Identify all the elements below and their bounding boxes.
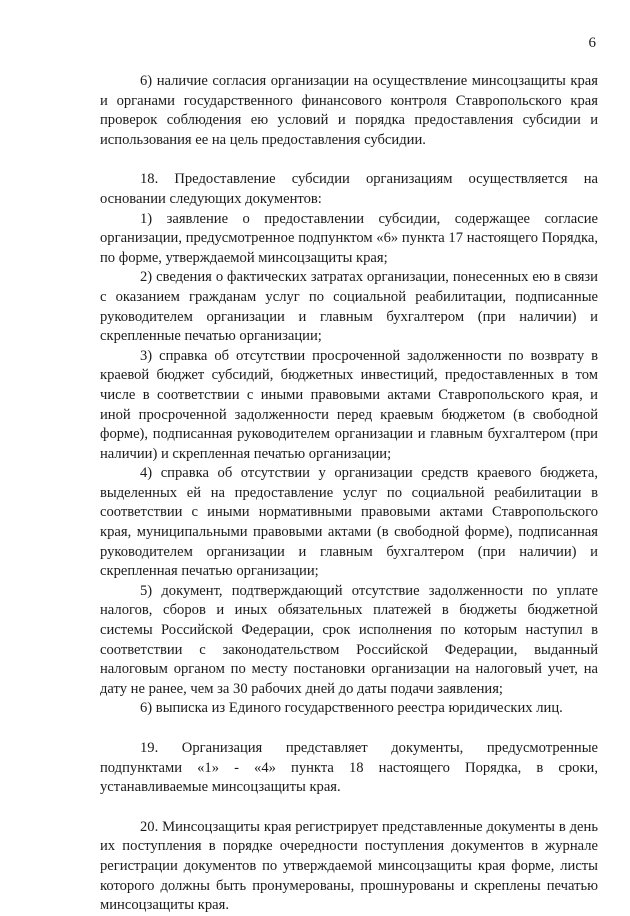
document-body [100,72,598,916]
paragraph-18-4: 4) справка об отсутствии у организации средств краевого бюджета, выделенных ей на предоставление услуг по социальной реабилитации в соответствии с иными нормативными правовыми актами Ставропольского края, муниципальными правовыми актами (в свободной форме), подписанная руководителем организации и главным бухгалтером (при наличии) и скрепленная печатью организации; [100,465,598,580]
paragraph-19: 19. Организация представляет документы, предусмотренные подпунктами «1» - «4» пункта 18 настоящего Порядка, в сроки, устанавливаемые минсоцзащиты края. [100,740,598,796]
paragraph-20: 20. Минсоцзащиты края регистрирует представленные документы в день их поступления в порядке очередности поступления документов в журнале регистрации документов по утверждаемой минсоцзащиты края форме, листы которого должны быть пронумерованы, прошнурованы и скреплены печатью минсоцзащиты края. [100,818,598,914]
page-number: 6 [588,35,596,51]
paragraph-18-3: 3) справка об отсутствии просроченной задолженности по возврату в краевой бюджет субсидий, бюджетных инвестиций, предоставленных в том числе в соответствии с иными правовыми актами Ставропольского края, и иной просроченной задолженности перед краевым бюджетом (в свободной форме), подписанная руководителем организации и главным бухгалтером (при наличии) и скрепленная печатью организации; [100,347,598,462]
paragraph-18-5: 5) документ, подтверждающий отсутствие задолженности по уплате налогов, сборов и иных обязательных платежей в бюджеты бюджетной системы Российской Федерации, срок исполнения по которым наступил в соответствии с законодательством Российской Федерации, выданный налоговым органом по месту постановки организации на налоговый учет, на дату не ранее, чем за 30 рабочих дней до даты подачи заявления; [100,582,598,697]
paragraph-17-6: 6) наличие согласия организации на осуществление минсоцзащиты края и органами государственного финансового контроля Ставропольского края проверок соблюдения ею условий и порядка предоставления субсидии и использования ее на цель предоставления субсидии. [100,73,598,148]
paragraph-18-6: 6) выписка из Единого государственного реестра юридических лиц. [140,700,563,717]
paragraph-spacer [100,798,598,818]
paragraph-18: 18. Предоставление субсидии организациям осуществляется на основании следующих документов: [100,171,598,207]
paragraph-18-1: 1) заявление о предоставлении субсидии, содержащее согласие организации, предусмотренное подпунктом «6» пункта 17 настоящего Порядка, по форме, утверждаемой минсоцзащиты края; [100,210,598,266]
paragraph-18-2: 2) сведения о фактических затратах организации, понесенных ею в связи с оказанием гражданам услуг по социальной реабилитации, подписанные руководителем организации и главным бухгалтером (при наличии) и скрепленные печатью организации; [100,269,598,345]
paragraph-spacer [100,719,598,739]
paragraph-spacer [100,150,598,170]
